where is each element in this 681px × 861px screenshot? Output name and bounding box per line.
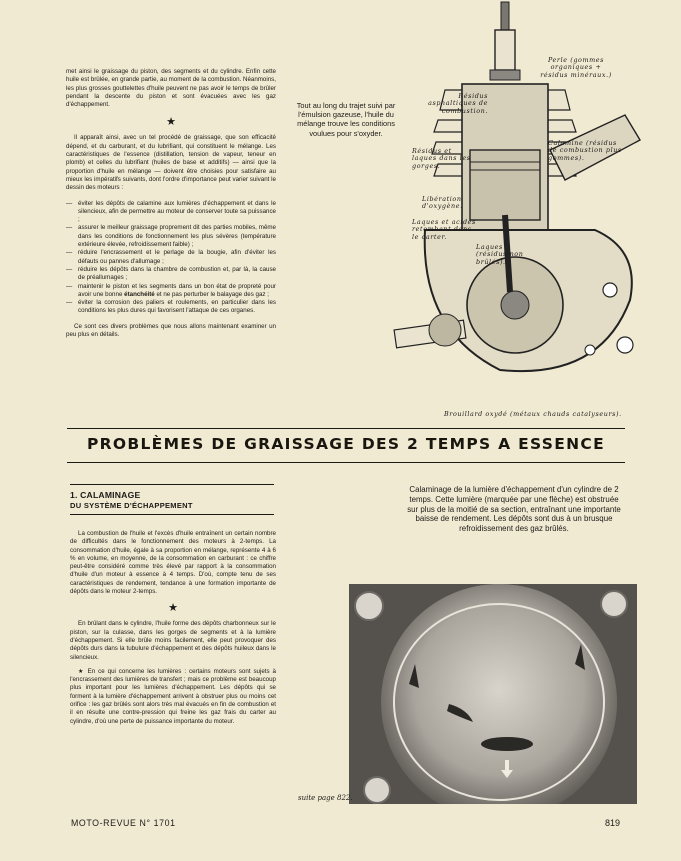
- label-liberation-oxygene: Libération d'oxygène.: [422, 195, 463, 211]
- photo-drawing: [349, 584, 637, 804]
- list-item-tail: et ne pas perturber le balayage des gaz ;: [156, 290, 269, 298]
- bold-term: étanchéité: [124, 290, 155, 298]
- photo-caption: Calaminage de la lumière d'échappement d'un cylindre de 2 temps. Cette lumière (marquée par une flèche) est obstruée sur plus de la moitié de sa section, entraînant une importante baisse de rendement. Les dépôts sont dus à un brusque refroidissement des gaz brûlés.: [407, 485, 621, 534]
- section-rule-bottom: [70, 514, 274, 515]
- cylinder-port-photo: [349, 584, 637, 804]
- magazine-footer: MOTO-REVUE N° 1701: [71, 818, 176, 828]
- star-separator: ★: [166, 116, 176, 129]
- section-body: [70, 530, 276, 732]
- label-calamine: Calamine (résidus de combustion plus gommes).: [548, 139, 622, 162]
- page-heading: PROBLÈMES DE GRAISSAGE DES 2 TEMPS A ESSENCE: [87, 435, 605, 453]
- paragraph: ★ En ce qui concerne les lumières : certains moteurs sont sujets à l'encrassement des lumières de transfert ; mais ce problème est beaucoup plus important pour les lumières d'échappement. Les dépôts qui se forment à la lumière d'échappement arrivent à obstruer plus ou moins cet orifice : les gaz brûlés sont alors très mal évacués en fin de combustion et il en résulte une contre-pression qui freine les gaz frais du carter au cylindre, d'où une perte de puissance importante du moteur.: [70, 667, 276, 725]
- list-item: — réduire l'encrassement et le perlage de la bougie, afin d'éviter les défauts ou pannes d'allumage ;: [66, 249, 276, 266]
- list-item: — réduire les dépôts dans la chambre de combustion et, par là, la cause de préallumages ;: [66, 266, 276, 283]
- paragraph: met ainsi le graissage du piston, des segments et du cylindre. Enfin cette huile est brûlée, en grande partie, au moment de la combustion. Néanmoins, les plus grosses gouttelettes d'huile peuvent ne pas avoir le temps de brûler pendant la descente du piston et sont évacuées avec les gaz d'échappement.: [66, 68, 276, 109]
- requirements-list: [66, 200, 276, 316]
- label-residus-asphaltiques: Résidus asphaltiques de combustion.: [428, 92, 488, 115]
- figure-caption: Tout au long du trajet suivi par l'émulsion gazeuse, l'huile du mélange trouve les conditions voulues pour s'oxyder.: [296, 101, 396, 138]
- label-residus-laques: Résidus et laques dans les gorges.: [412, 147, 471, 170]
- paragraph: En brûlant dans le cylindre, l'huile forme des dépôts charbonneux sur le piston, sur la culasse, dans les gorges de segments et à la lumière d'échappement. Si elle brûle moins facilement, elle peut provoquer des dépôts durs dans la tubulure d'échappement et des dépôts huileux dans le silencieux.: [70, 620, 276, 661]
- section-rule-top: [70, 484, 274, 485]
- rule-bottom: [67, 462, 625, 463]
- label-laques-acides: Laques et acides retombant dans le carter.: [412, 218, 476, 241]
- section-subtitle: DU SYSTÈME D'ÉCHAPPEMENT: [70, 501, 193, 510]
- section-title: 1. CALAMINAGE: [70, 490, 141, 500]
- paragraph: La combustion de l'huile et l'excès d'huile entraînent un certain nombre de difficultés dans le fonctionnement des moteurs à 2-temps. La consommation d'huile, égale à sa proportion en mélange, représente 4 à 6 % en volume, en moyenne, de la consommation en carburant : ce chiffre peut-être considéré comme très élevé par rapport à la consommation d'huile d'un moteur à essence à 4 temps. D'où, compte tenu de ses caractéristiques de rendement, tendance à une formation importante de dépôts dans le moteur 2-temps.: [70, 530, 276, 596]
- list-item: [66, 283, 276, 300]
- label-brouillard-oxyde: Brouillard oxydé (métaux chauds catalyseurs).: [444, 410, 622, 418]
- label-laques-residus: Laques (résidus non brûlés).: [476, 243, 524, 266]
- list-item: — éviter la corrosion des paliers et roulements, en particulier dans les conditions les plus dures qui favorisent l'attaque de ces organes.: [66, 299, 276, 316]
- list-item-text: maintenir le piston et les segments dans un bon état de propreté pour avoir une bonne: [78, 282, 276, 298]
- page-number: 819: [605, 818, 621, 828]
- list-item: — éviter les dépôts de calamine aux lumières d'échappement et dans le silencieux, afin de permettre au moteur de conserver toute sa puissance ;: [66, 200, 276, 225]
- list-item: — assurer le meilleur graissage proprement dit des parties mobiles, même dans les conditions de fonctionnement les plus sévères (température extérieure élevée, refroidissement faible) ;: [66, 224, 276, 249]
- rule-top: [67, 428, 625, 429]
- section-heading-bar: [67, 428, 625, 464]
- star-separator: ★: [168, 602, 178, 615]
- continued-note: suite page 822.: [298, 794, 353, 802]
- top-left-column: [66, 68, 276, 346]
- label-perle: Perle (gommes organiques + résidus minéraux.): [540, 56, 612, 79]
- paragraph: Ce sont ces divers problèmes que nous allons maintenant examiner un peu plus en détails.: [66, 322, 276, 339]
- paragraph: Il apparaît ainsi, avec un tel procédé de graissage, que son efficacité dépend, et du carburant, et du lubrifiant, qui constituent le mélange. Les caractéristiques de l'essence (distillation, tension de vapeur, teneur en plomb) et celles du lubrifiant (huiles de base et additifs) — ainsi que la proportion d'huile en mélange — doivent être choisies pour satisfaire au mieux les impératifs suivants, dont l'ordre d'importance peut varier suivant le dessin des moteurs :: [66, 134, 276, 192]
